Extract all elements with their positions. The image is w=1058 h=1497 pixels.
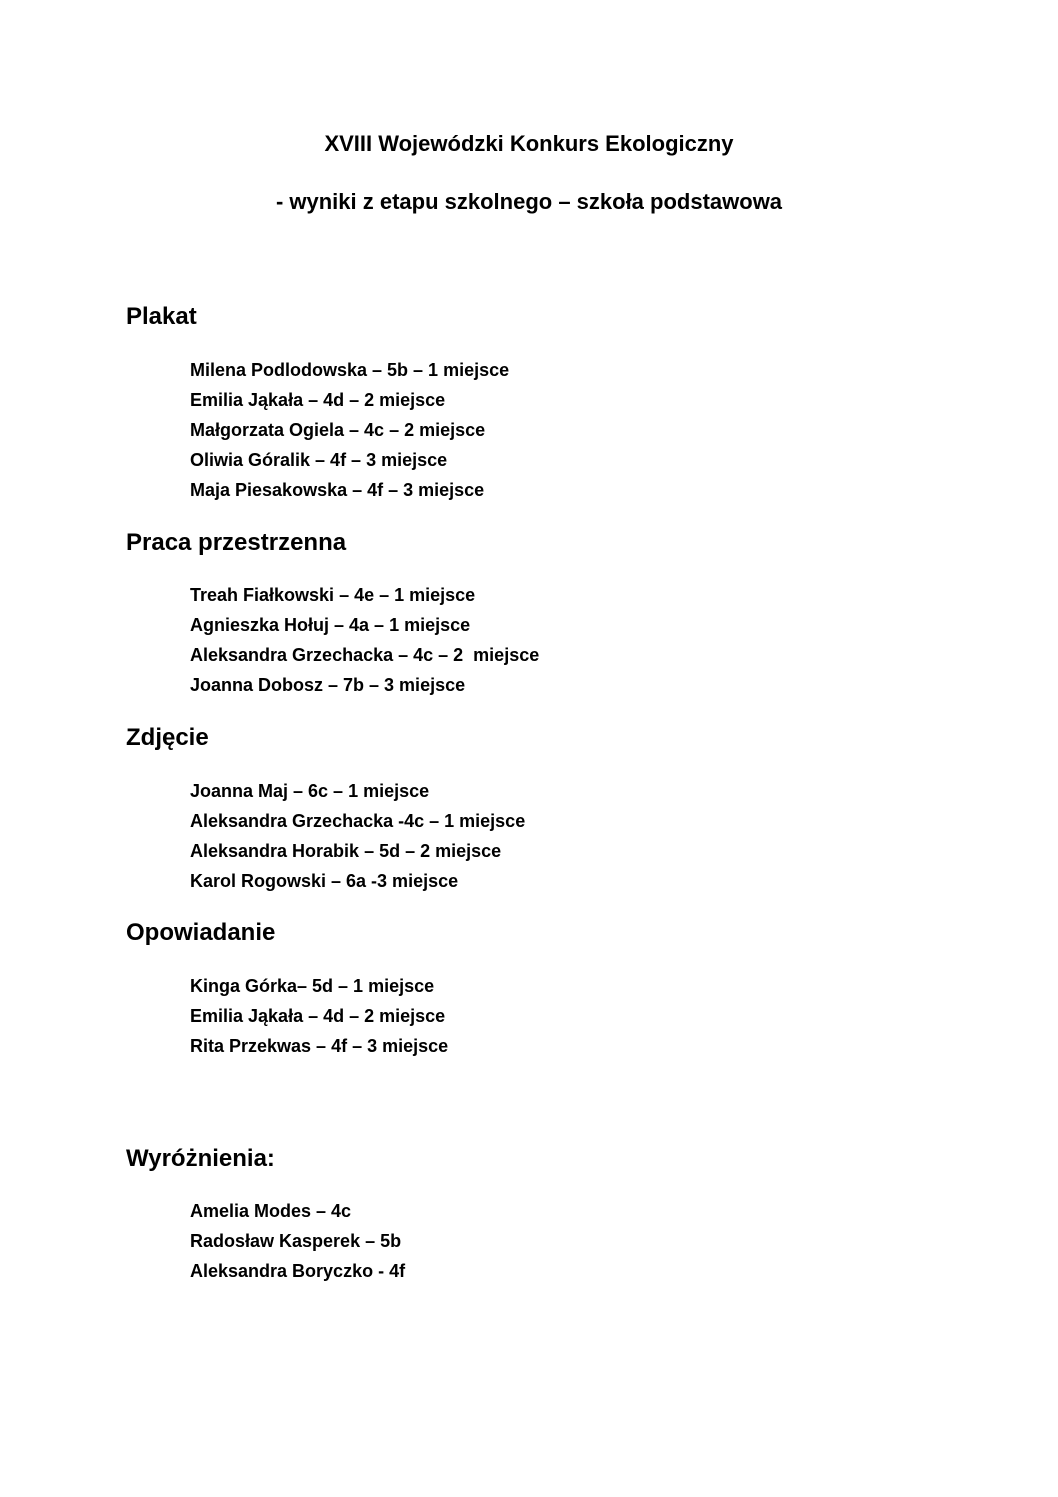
list-item: Agnieszka Hołuj – 4a – 1 miejsce xyxy=(190,615,471,635)
list-item: Maja Piesakowska – 4f – 3 miejsce xyxy=(190,480,485,500)
list-item: Milena Podlodowska – 5b – 1 miejsce xyxy=(190,360,510,380)
list-item: Aleksandra Grzechacka – 4c – 2 miejsce xyxy=(190,645,540,665)
list-item: Małgorzata Ogiela – 4c – 2 miejsce xyxy=(190,420,486,440)
list-item: Amelia Modes – 4c xyxy=(190,1201,352,1221)
list-item: Radosław Kasperek – 5b xyxy=(190,1231,402,1251)
section-heading-praca-przestrzenna: Praca przestrzenna xyxy=(126,529,347,556)
list-item: Oliwia Góralik – 4f – 3 miejsce xyxy=(190,450,448,470)
list-item: Emilia Jąkała – 4d – 2 miejsce xyxy=(190,390,446,410)
list-item: Joanna Dobosz – 7b – 3 miejsce xyxy=(190,675,466,695)
list-item: Karol Rogowski – 6a -3 miejsce xyxy=(190,871,459,891)
document-title: XVIII Wojewódzki Konkurs Ekologiczny xyxy=(324,131,734,156)
list-item: Aleksandra Grzechacka -4c – 1 miejsce xyxy=(190,811,526,831)
section-heading-opowiadanie: Opowiadanie xyxy=(126,919,276,946)
section-heading-plakat: Plakat xyxy=(126,303,197,330)
list-item: Rita Przekwas – 4f – 3 miejsce xyxy=(190,1036,449,1056)
section-heading-zdjecie: Zdjęcie xyxy=(126,724,209,751)
list-item: Kinga Górka– 5d – 1 miejsce xyxy=(190,976,435,996)
list-item: Emilia Jąkała – 4d – 2 miejsce xyxy=(190,1006,446,1026)
document-subtitle: - wyniki z etapu szkolnego – szkoła podstawowa xyxy=(275,189,783,214)
list-item: Joanna Maj – 6c – 1 miejsce xyxy=(190,781,430,801)
list-item: Aleksandra Horabik – 5d – 2 miejsce xyxy=(190,841,502,861)
list-item: Aleksandra Boryczko - 4f xyxy=(190,1261,406,1281)
section-heading-wyroznienia: Wyróżnienia: xyxy=(126,1145,275,1172)
list-item: Treah Fiałkowski – 4e – 1 miejsce xyxy=(190,585,476,605)
